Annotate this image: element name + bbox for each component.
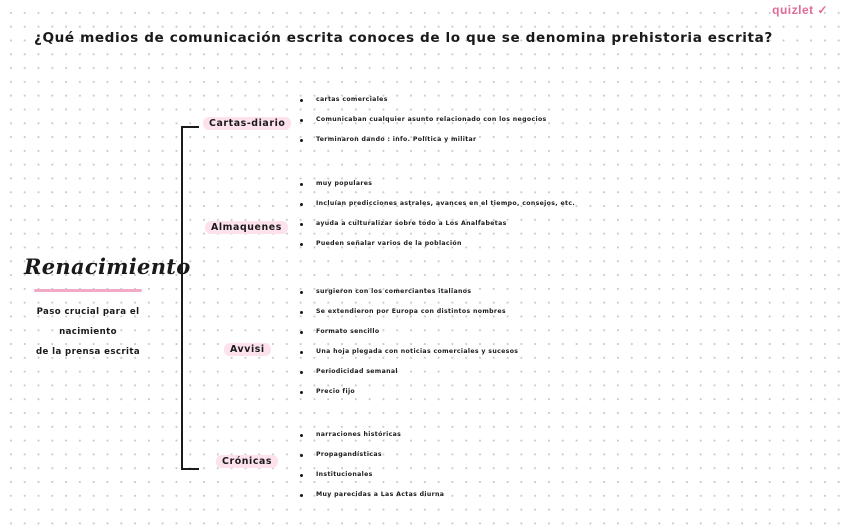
description-line: Paso crucial para el <box>36 307 140 317</box>
category-almaquenes: Almaquenes <box>205 221 288 234</box>
category-cronicas-list <box>298 425 444 505</box>
title-underline <box>34 289 142 292</box>
mindmap-bracket <box>181 126 199 470</box>
list-item: Pueden señalar varios de la población <box>298 234 575 254</box>
list-item: surgieron con los comerciantes italianos <box>298 282 518 302</box>
list-item: Muy parecidas a Las Actas diurna <box>298 485 444 505</box>
list-item: Una hoja plegada con noticias comerciales y sucesos <box>298 342 518 362</box>
category-almaquenes-list <box>298 174 575 254</box>
main-topic-title: Renacimiento <box>24 254 191 279</box>
list-item: Terminaron dando : info. Política y militar <box>298 130 547 150</box>
category-cartas-diario-list <box>298 90 547 150</box>
list-item: muy populares <box>298 174 575 194</box>
list-item: narraciones históricas <box>298 425 444 445</box>
list-item: Precio fijo <box>298 382 518 402</box>
main-topic-description <box>24 302 152 362</box>
category-avvisi-list <box>298 282 518 402</box>
category-avvisi: Avvisi <box>224 343 271 356</box>
page-title: ¿Qué medios de comunicación escrita conoces de lo que se denomina prehistoria escrita? <box>34 30 773 46</box>
category-cronicas: Crónicas <box>216 455 278 468</box>
list-item: Incluían predicciones astrales, avances en el tiempo, consejos, etc. <box>298 194 575 214</box>
quizlet-logo: quizlet ✓ <box>772 3 828 17</box>
list-item: cartas comerciales <box>298 90 547 110</box>
list-item: Periodicidad semanal <box>298 362 518 382</box>
list-item: Formato sencillo <box>298 322 518 342</box>
list-item: Institucionales <box>298 465 444 485</box>
list-item: Propagandísticas <box>298 445 444 465</box>
list-item: Comunicaban cualquier asunto relacionado con los negocios <box>298 110 547 130</box>
list-item: ayuda a culturalizar sobre todo a Los Analfabetas <box>298 214 575 234</box>
description-line: de la prensa escrita <box>35 347 141 357</box>
description-line: nacimiento <box>59 327 117 337</box>
list-item: Se extendieron por Europa con distintos nombres <box>298 302 518 322</box>
category-cartas-diario: Cartas-diario <box>203 117 291 130</box>
